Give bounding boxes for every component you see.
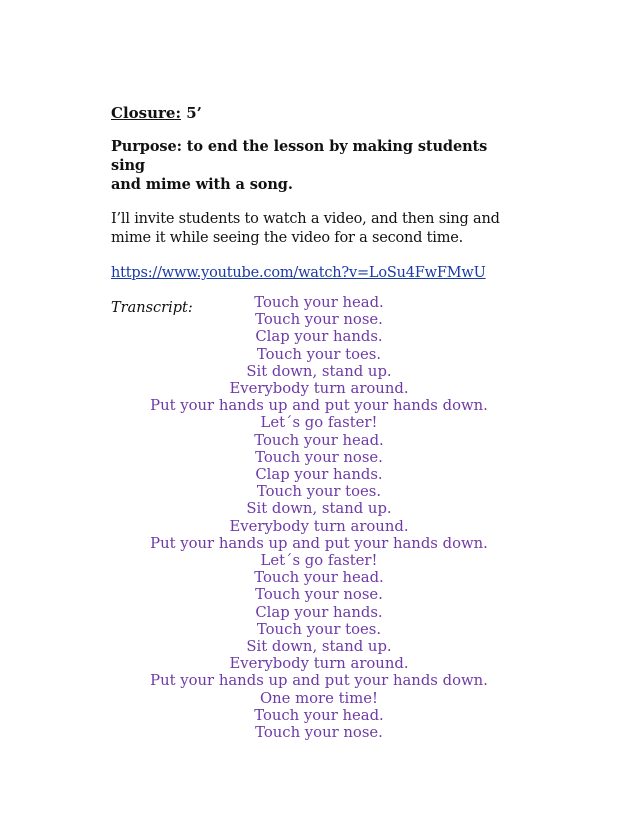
- lyric-line: Put your hands up and put your hands down.: [150, 672, 488, 690]
- lyric-line: Touch your nose.: [255, 586, 383, 604]
- lyric-line: Sit down, stand up.: [246, 500, 392, 518]
- lyric-line: Put your hands up and put your hands down.: [150, 534, 488, 552]
- lyric-line: Touch your nose.: [255, 724, 383, 742]
- lyric-line: Touch your head.: [254, 431, 384, 449]
- lyric-line: Touch your nose.: [255, 311, 383, 329]
- intro-line: I’ll invite students to watch a video, and then sing and: [111, 211, 500, 227]
- lyric-line: Touch your head.: [254, 569, 384, 587]
- closure-heading: [111, 103, 521, 123]
- lyric-line: Put your hands up and put your hands down.: [150, 397, 488, 415]
- lyric-line: Touch your head.: [254, 294, 384, 311]
- lyric-line: Touch your toes.: [256, 345, 382, 363]
- lyric-line: Let´s go faster!: [260, 414, 378, 432]
- lyric-line: Clap your hands.: [255, 466, 383, 484]
- lyric-line: Sit down, stand up.: [246, 638, 392, 656]
- lyric-line: Touch your head.: [254, 706, 384, 724]
- lyric-line: Everybody turn around.: [229, 655, 409, 673]
- lyric-line: Touch your nose.: [255, 448, 383, 466]
- closure-duration: 5’: [186, 104, 202, 122]
- transcript-label: Transcript:: [111, 300, 193, 316]
- intro-paragraph: [111, 210, 521, 248]
- purpose-paragraph: [111, 137, 521, 194]
- lyric-line: Clap your hands.: [255, 328, 383, 346]
- document-page: [111, 103, 521, 318]
- lyric-line: Touch your toes.: [256, 483, 382, 501]
- purpose-line: Purpose: to end the lesson by making students sing: [111, 138, 488, 174]
- lyric-line: Clap your hands.: [255, 603, 383, 621]
- lyric-line: One more time!: [259, 689, 378, 707]
- lyric-line: Touch your toes.: [256, 620, 382, 638]
- lyric-line: Sit down, stand up.: [246, 362, 392, 380]
- purpose-line: and mime with a song.: [111, 176, 293, 193]
- lyric-line: Everybody turn around.: [229, 517, 409, 535]
- transcript-lyrics: [0, 294, 638, 741]
- closure-label: Closure:: [111, 104, 181, 122]
- lyric-line: Everybody turn around.: [229, 380, 409, 398]
- intro-line: mime it while seeing the video for a second time.: [111, 230, 464, 246]
- video-link[interactable]: https://www.youtube.com/watch?v=LoSu4FwFMwU: [111, 265, 486, 281]
- lyric-line: Let´s go faster!: [260, 552, 378, 570]
